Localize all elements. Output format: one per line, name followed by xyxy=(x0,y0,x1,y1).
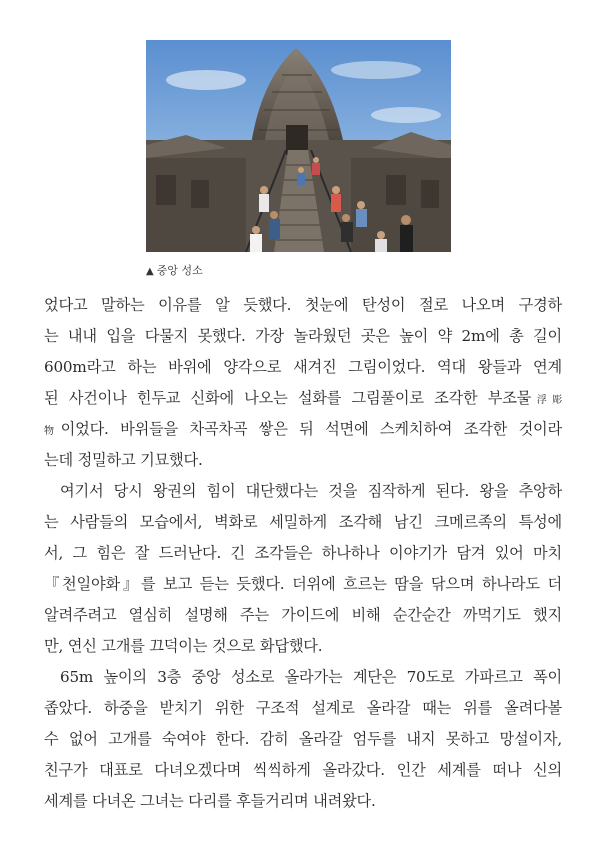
text-line: 친구가 대표로 다녀오겠다며 씩씩하게 올라갔다. 인간 세계를 떠나 신의 xyxy=(44,761,562,779)
text-segment: 된 사건이나 힌두교 신화에 나오는 설화를 그림풀이로 조각한 부조물 xyxy=(44,389,532,407)
text-line: 『천일야화』를 보고 듣는 듯했다. 더위에 흐르는 땀을 닦으며 하나라도 더 xyxy=(44,575,562,593)
hanja-annotation: 物 xyxy=(44,426,61,437)
text-line: 여기서 당시 왕권의 힘이 대단했다는 것을 짐작하게 된다. 왕을 추앙하 xyxy=(60,482,562,500)
article-body xyxy=(44,290,562,817)
text-line: 65m 높이의 3층 중앙 성소로 올라가는 계단은 70도로 가파르고 폭이 xyxy=(60,668,562,686)
text-line: 수 없어 고개를 숙여야 한다. 감히 올라갈 엄두를 내지 못하고 망설이자, xyxy=(44,730,562,748)
text-line-with-hanja xyxy=(44,383,562,414)
hanja-annotation: 浮彫 xyxy=(531,395,562,406)
caption-text: 중앙 성소 xyxy=(156,264,203,277)
text-line: 는 내내 입을 다물지 못했다. 가장 놀라웠던 곳은 높이 약 2m에 총 길이 xyxy=(44,327,562,345)
text-line: 세계를 다녀온 그녀는 다리를 후들거리며 내려왔다. xyxy=(44,792,376,810)
text-line: 서, 그 힘은 잘 드러난다. 긴 조각들은 하나하나 이야기가 담겨 있어 마치 xyxy=(44,544,562,562)
text-line: 좁았다. 하중을 받치기 위한 구조적 설계로 올라갈 때는 위를 올려다볼 xyxy=(44,699,562,717)
text-line: 알려주려고 열심히 설명해 주는 가이드에 비해 순간순간 까먹기도 했지 xyxy=(44,606,562,624)
caption-triangle-icon: ▲ xyxy=(146,266,154,277)
angkor-wat-central-sanctuary-image xyxy=(146,40,451,252)
text-line: 만, 연신 고개를 끄덕이는 것으로 화답했다. xyxy=(44,637,323,655)
temple-photo xyxy=(146,40,451,252)
photo-caption xyxy=(146,262,203,278)
text-segment: 이었다. 바위들을 차곡차곡 쌓은 뒤 석면에 스케치하여 조각한 것이라 xyxy=(60,420,562,438)
text-line: 는 사람들의 모습에서, 벽화로 세밀하게 조각해 남긴 크메르족의 특성에 xyxy=(44,513,562,531)
text-line: 600m라고 하는 바위에 양각으로 새겨진 그림이었다. 역대 왕들과 연계 xyxy=(44,358,562,376)
text-line: 었다고 말하는 이유를 알 듯했다. 첫눈에 탄성이 절로 나오며 구경하 xyxy=(44,296,562,314)
text-line: 는데 정밀하고 기묘했다. xyxy=(44,451,203,469)
text-line-with-hanja xyxy=(44,414,562,445)
